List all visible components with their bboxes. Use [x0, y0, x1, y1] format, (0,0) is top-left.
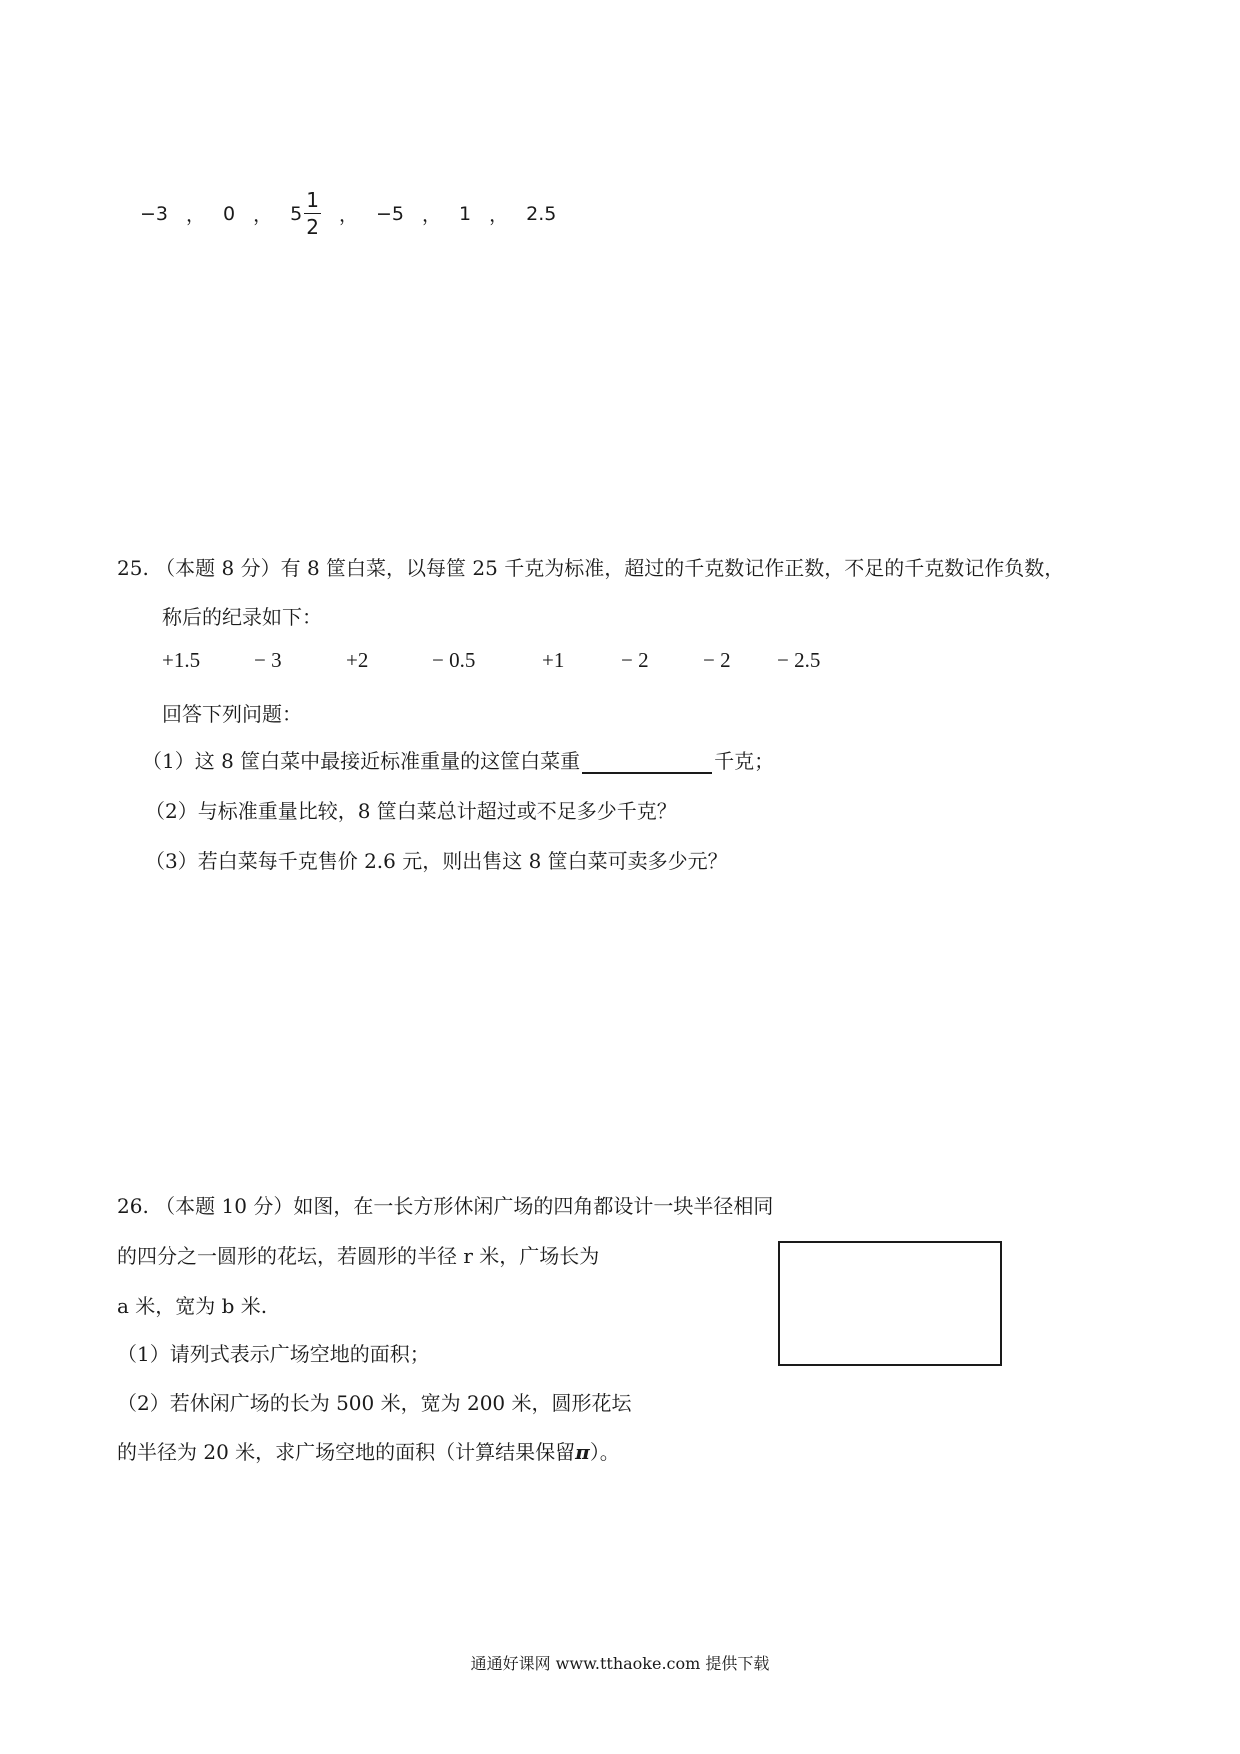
- separator: ，: [186, 204, 206, 226]
- record-value: − 2: [621, 648, 649, 672]
- number-item: −3: [140, 202, 169, 225]
- q25-sub1-unit: 千克；: [714, 749, 775, 773]
- separator: ，: [422, 204, 442, 226]
- record-value: +1.5: [162, 648, 201, 672]
- q25-stem-line1: 25. （本题 8 分）有 8 筐白菜，以每筐 25 千克为标准，超过的千克数记作正数，不足的千克数记作负数，: [117, 556, 1065, 580]
- pi-symbol: π: [575, 1440, 590, 1464]
- record-value: +2: [346, 648, 369, 672]
- q26-sub2-cont-text: 的半径为 20 米，求广场空地的面积（计算结果保留: [117, 1440, 576, 1464]
- record-value: − 2.5: [777, 648, 821, 672]
- separator: ，: [253, 204, 273, 226]
- number-item: −5: [375, 202, 404, 225]
- q25-prompt: 回答下列问题：: [162, 702, 302, 726]
- q25-sub1-text: （1）这 8 筐白菜中最接近标准重量的这筐白菜重: [142, 749, 581, 773]
- mixed-number: [290, 190, 321, 237]
- number-item: 0: [223, 202, 236, 225]
- q26-sub1: （1）请列式表示广场空地的面积；: [117, 1342, 430, 1366]
- q26-sub2-end: ）。: [589, 1440, 620, 1464]
- number-item: 2.5: [526, 202, 557, 225]
- record-value: − 2: [703, 648, 731, 672]
- footer-watermark: 通通好课网 www.tthaoke.com 提供下载: [470, 1654, 770, 1673]
- answer-blank: [582, 750, 712, 774]
- mixed-whole: 5: [290, 202, 303, 225]
- record-value: − 0.5: [432, 648, 476, 672]
- q26-sub2-cont: [117, 1436, 620, 1465]
- q25-sub1: [142, 745, 774, 774]
- q26-stem-line1: 26. （本题 10 分）如图，在一长方形休闲广场的四角都设计一块半径相同: [117, 1194, 774, 1218]
- q26-stem-line2: 的四分之一圆形的花坛，若圆形的半径 r 米，广场长为: [117, 1244, 600, 1268]
- q25-stem-line2: 称后的纪录如下：: [162, 605, 322, 629]
- q26-sub2: （2）若休闲广场的长为 500 米，宽为 200 米，圆形花坛: [117, 1391, 632, 1415]
- separator: ，: [489, 204, 509, 226]
- record-value: +1: [542, 648, 565, 672]
- q25-sub2: （2）与标准重量比较，8 筐白菜总计超过或不足多少千克？: [145, 799, 677, 823]
- plaza-rectangle-figure: [778, 1241, 1002, 1366]
- number-list: [140, 190, 556, 237]
- fraction-denominator: 2: [306, 215, 319, 239]
- q25-sub3: （3）若白菜每千克售价 2.6 元，则出售这 8 筐白菜可卖多少元？: [145, 849, 728, 873]
- q26-stem-line3: a 米，宽为 b 米.: [117, 1294, 268, 1318]
- fraction-numerator: 1: [306, 188, 319, 212]
- record-value: − 3: [254, 648, 282, 672]
- number-item: 1: [459, 202, 472, 225]
- fraction: [304, 190, 321, 237]
- separator: ，: [338, 204, 358, 226]
